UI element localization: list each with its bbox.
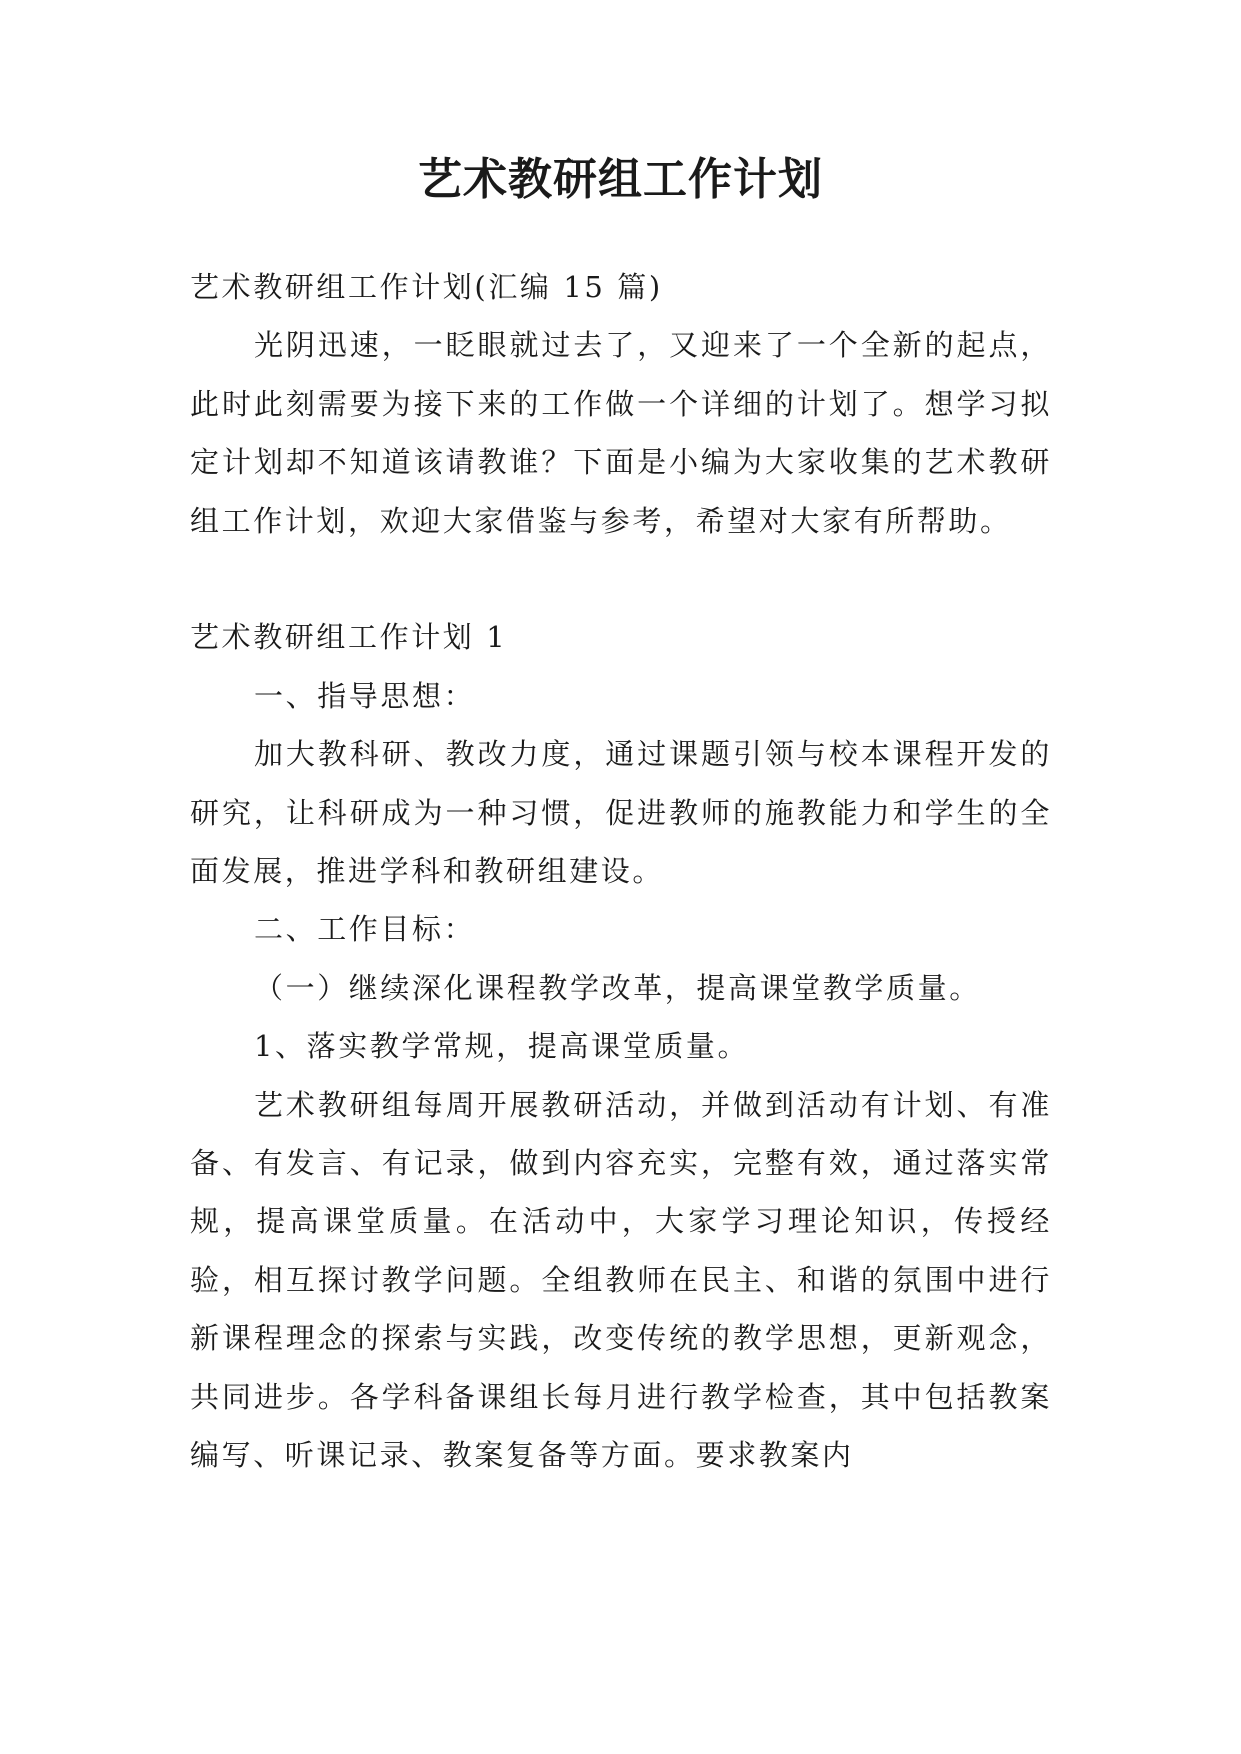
subheading-curriculum-reform: （一）继续深化课程教学改革，提高课堂教学质量。 bbox=[254, 970, 981, 1005]
heading-work-goals: 二、工作目标： bbox=[254, 912, 476, 947]
paragraph-spacer bbox=[190, 550, 1052, 608]
item-teaching-routine: 1、落实教学常规，提高课堂质量。 bbox=[254, 1029, 750, 1064]
heading-guiding-ideology: 一、指导思想： bbox=[254, 678, 476, 713]
teaching-routine-paragraph: 艺术教研组每周开展教研活动，并做到活动有计划、有准备、有发言、有记录，做到内容充实，完整有效，通过落实常规，提高课堂质量。在活动中，大家学习理论知识，传授经验，相互探讨教学问题。全组教师在民主、和谐的氛围中进行新课程理念的探索与实践，改变传统的教学思想，更新观念，共同进步。各学科备课组长每月进行教学检查，其中包括教案编写、听课记录、教案复备等方面。要求教案内 bbox=[190, 1087, 1052, 1473]
document-title: 艺术教研组工作计划 bbox=[418, 154, 823, 205]
document-body bbox=[190, 258, 1052, 1485]
document-subtitle: 艺术教研组工作计划(汇编 15 篇) bbox=[190, 270, 663, 304]
section-heading: 艺术教研组工作计划 1 bbox=[190, 620, 508, 655]
intro-paragraph: 光阴迅速，一眨眼就过去了，又迎来了一个全新的起点，此时此刻需要为接下来的工作做一个详细的计划了。想学习拟定计划却不知道该请教谁？下面是小编为大家收集的艺术教研组工作计划，欢迎大家借鉴与参考，希望对大家有所帮助。 bbox=[190, 328, 1052, 538]
guiding-ideology-paragraph: 加大教科研、教改力度，通过课题引领与校本课程开发的研究，让科研成为一种习惯，促进教师的施教能力和学生的全面发展，推进学科和教研组建设。 bbox=[190, 737, 1052, 889]
